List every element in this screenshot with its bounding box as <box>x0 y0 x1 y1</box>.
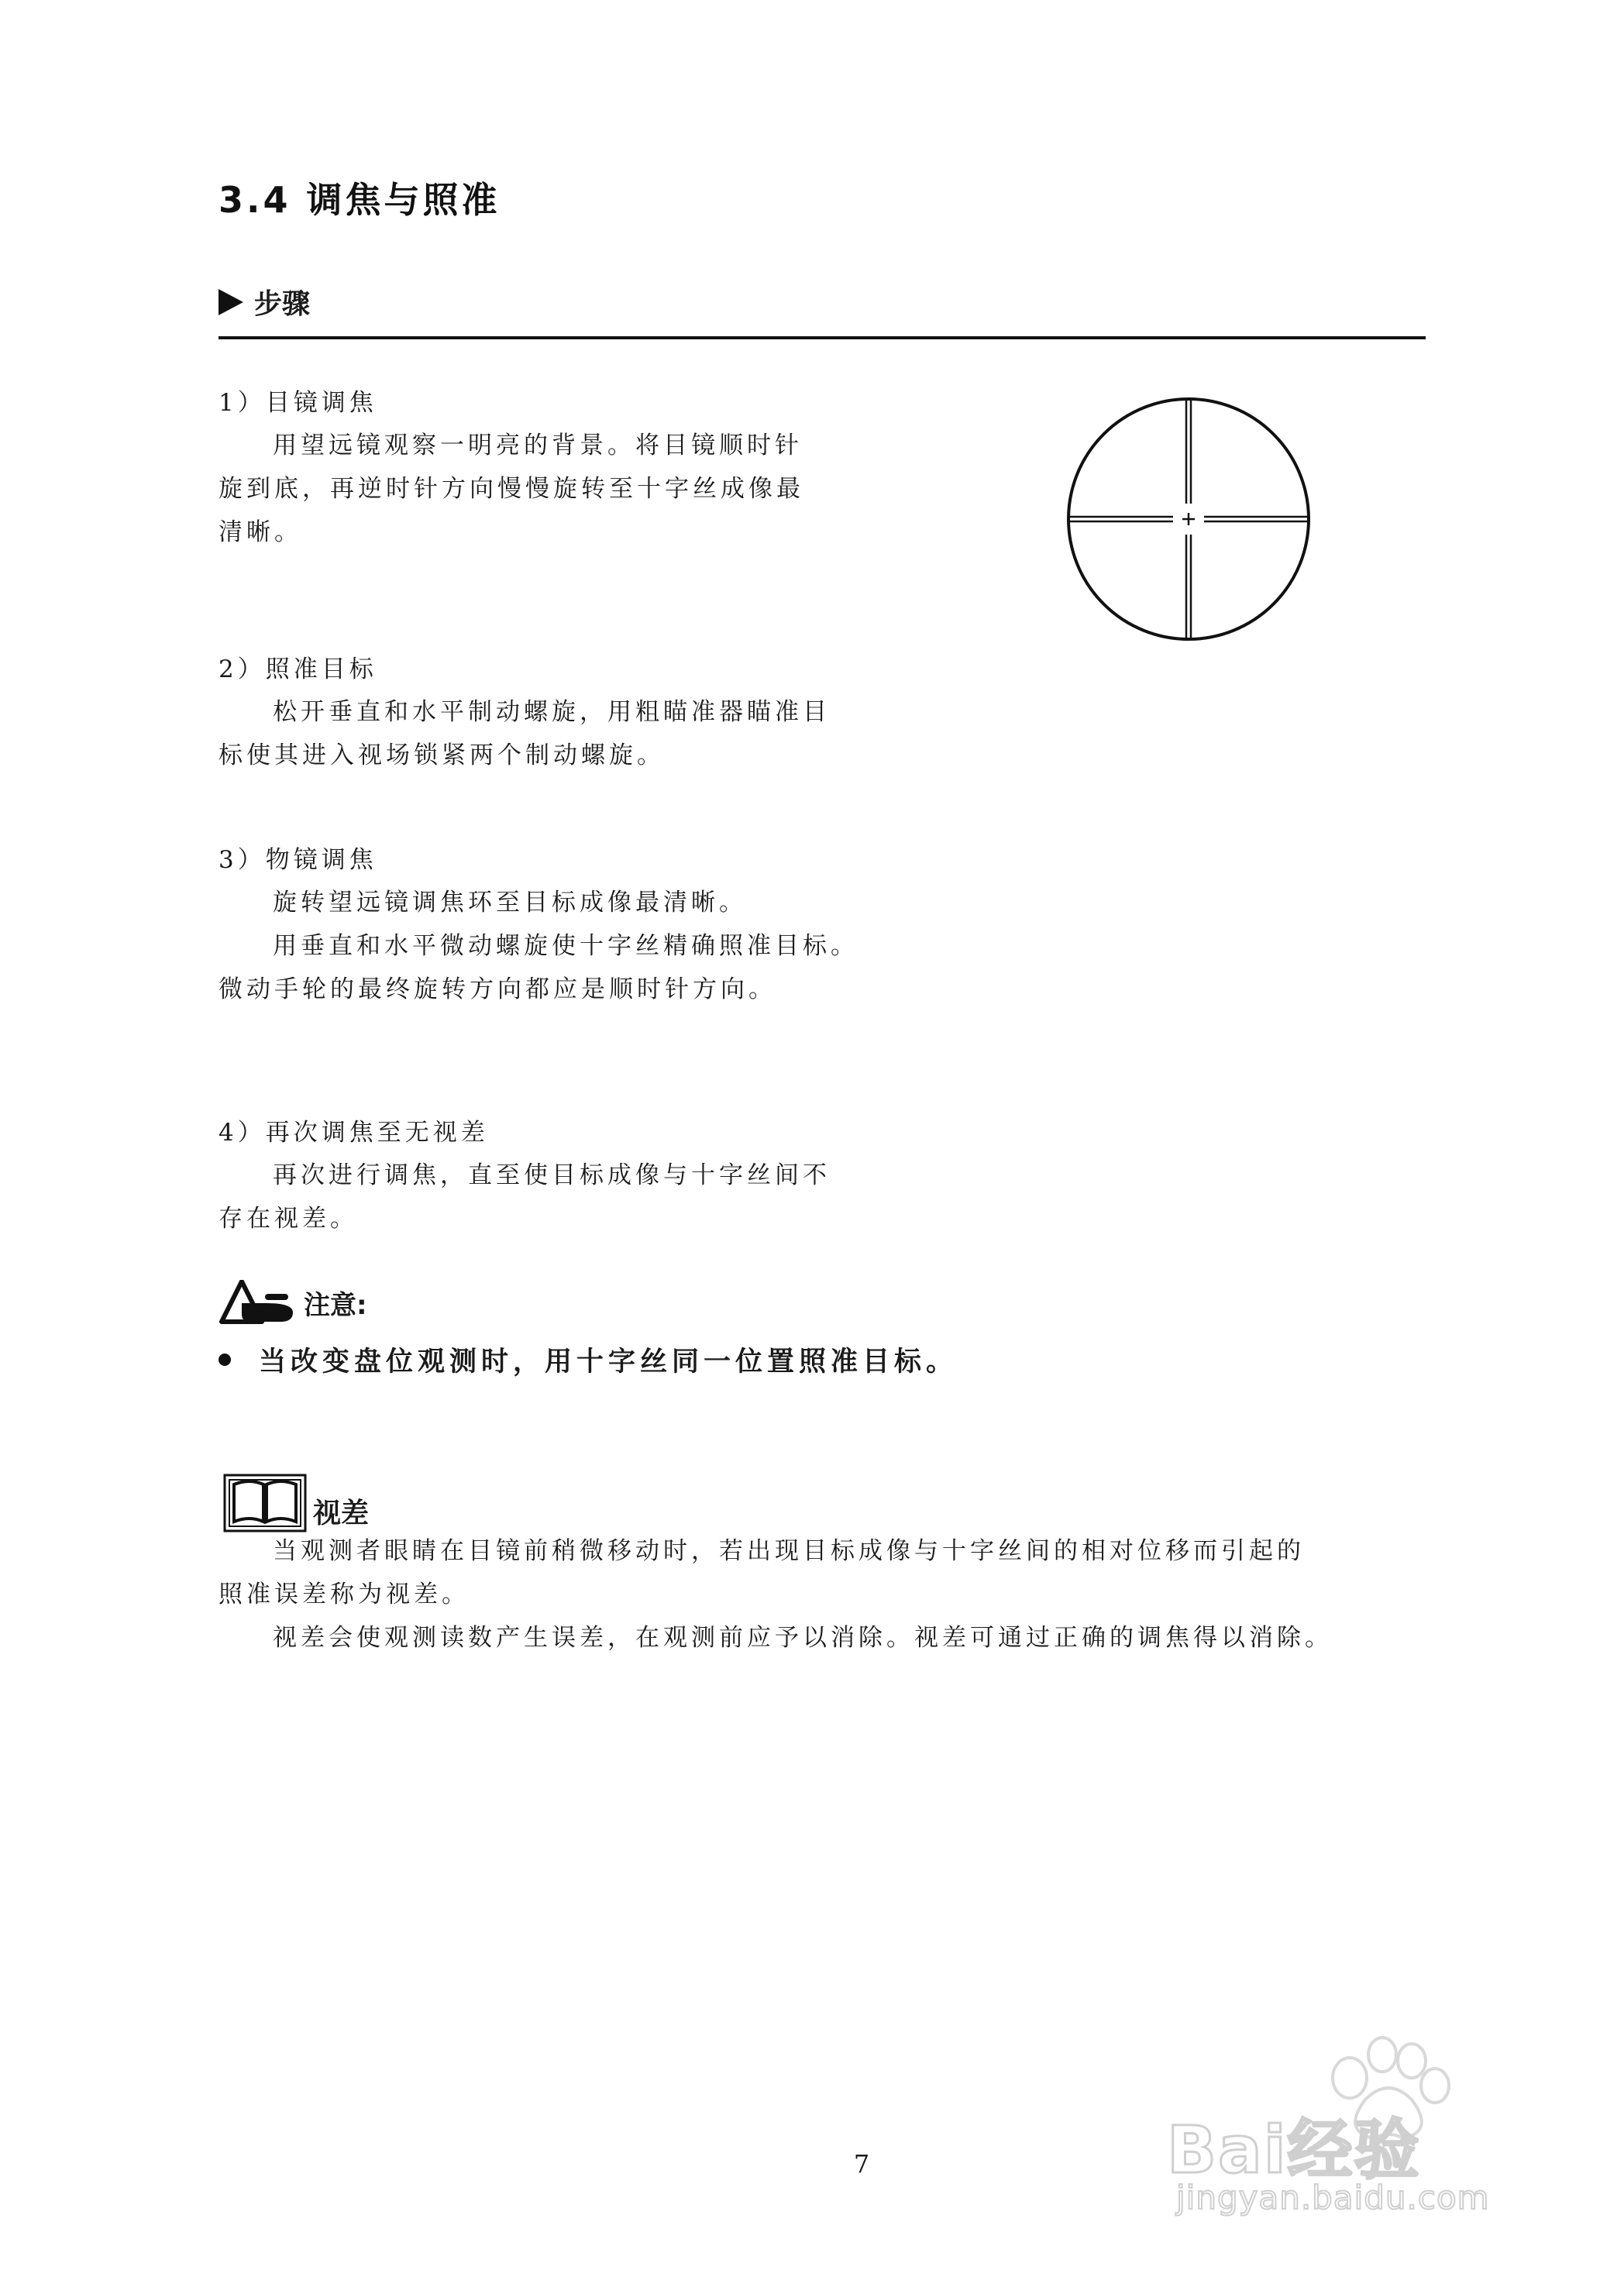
step-4-line-2: 存在视差。 <box>218 1205 358 1233</box>
step-4-line-1: 再次进行调焦，直至使目标成像与十字丝间不 <box>273 1161 831 1189</box>
step-3-line-3: 微动手轮的最终旋转方向都应是顺时针方向。 <box>218 975 776 1003</box>
note-text: 当改变盘位观测时，用十字丝同一位置照准目标。 <box>259 1347 958 1378</box>
step-3 <box>218 840 993 1011</box>
step-3-line-1: 旋转望远镜调焦环至目标成像最清晰。 <box>273 889 747 917</box>
step-4 <box>218 1113 993 1240</box>
parallax-label: 视差 <box>313 1498 370 1529</box>
step-1-line-2: 旋到底，再逆时针方向慢慢旋转至十字丝成像最 <box>218 475 804 503</box>
parallax-body <box>218 1529 1458 1660</box>
crosshair-reticle-diagram <box>1065 395 1313 643</box>
steps-header-label: 步骤 <box>254 288 311 320</box>
step-1-line-3: 清晰。 <box>218 518 302 546</box>
warning-hand-icon <box>218 1280 296 1325</box>
section-divider <box>218 336 1426 339</box>
triangle-icon <box>218 289 243 315</box>
book-icon <box>223 1472 307 1534</box>
note-label: 注意: <box>304 1289 367 1321</box>
step-4-title: 4）再次调焦至无视差 <box>218 1119 489 1147</box>
step-2-line-1: 松开垂直和水平制动螺旋，用粗瞄准器瞄准目 <box>273 698 831 726</box>
page-number: 7 <box>853 2149 870 2179</box>
note-item <box>218 1340 958 1379</box>
section-title: 3.4 调焦与照准 <box>218 179 501 221</box>
step-3-line-2: 用垂直和水平微动螺旋使十字丝精确照准目标。 <box>273 932 858 960</box>
step-2-line-2: 标使其进入视场锁紧两个制动螺旋。 <box>218 741 665 769</box>
parallax-line-2: 照准误差称为视差。 <box>218 1581 470 1608</box>
note-header <box>218 1280 367 1325</box>
baidu-jingyan-watermark <box>1156 2014 1559 2217</box>
step-3-title: 3）物镜调焦 <box>218 846 377 874</box>
step-1 <box>218 383 993 554</box>
step-1-title: 1）目镜调焦 <box>218 389 377 417</box>
watermark-brand: Bai经验 <box>1167 2112 1421 2188</box>
step-1-line-1: 用望远镜观察一明亮的背景。将目镜顺时针 <box>273 432 803 459</box>
watermark-url: jingyan.baidu.com <box>1176 2179 1490 2217</box>
parallax-line-1: 当观测者眼睛在目镜前稍微移动时，若出现目标成像与十字丝间的相对位移而引起的 <box>273 1537 1305 1565</box>
steps-header <box>218 282 310 322</box>
bullet-icon <box>218 1354 231 1366</box>
parallax-line-3: 视差会使观测读数产生误差，在观测前应予以消除。视差可通过正确的调焦得以消除。 <box>273 1624 1333 1652</box>
parallax-header <box>223 1472 369 1534</box>
step-2 <box>218 649 993 777</box>
step-2-title: 2）照准目标 <box>218 655 377 683</box>
